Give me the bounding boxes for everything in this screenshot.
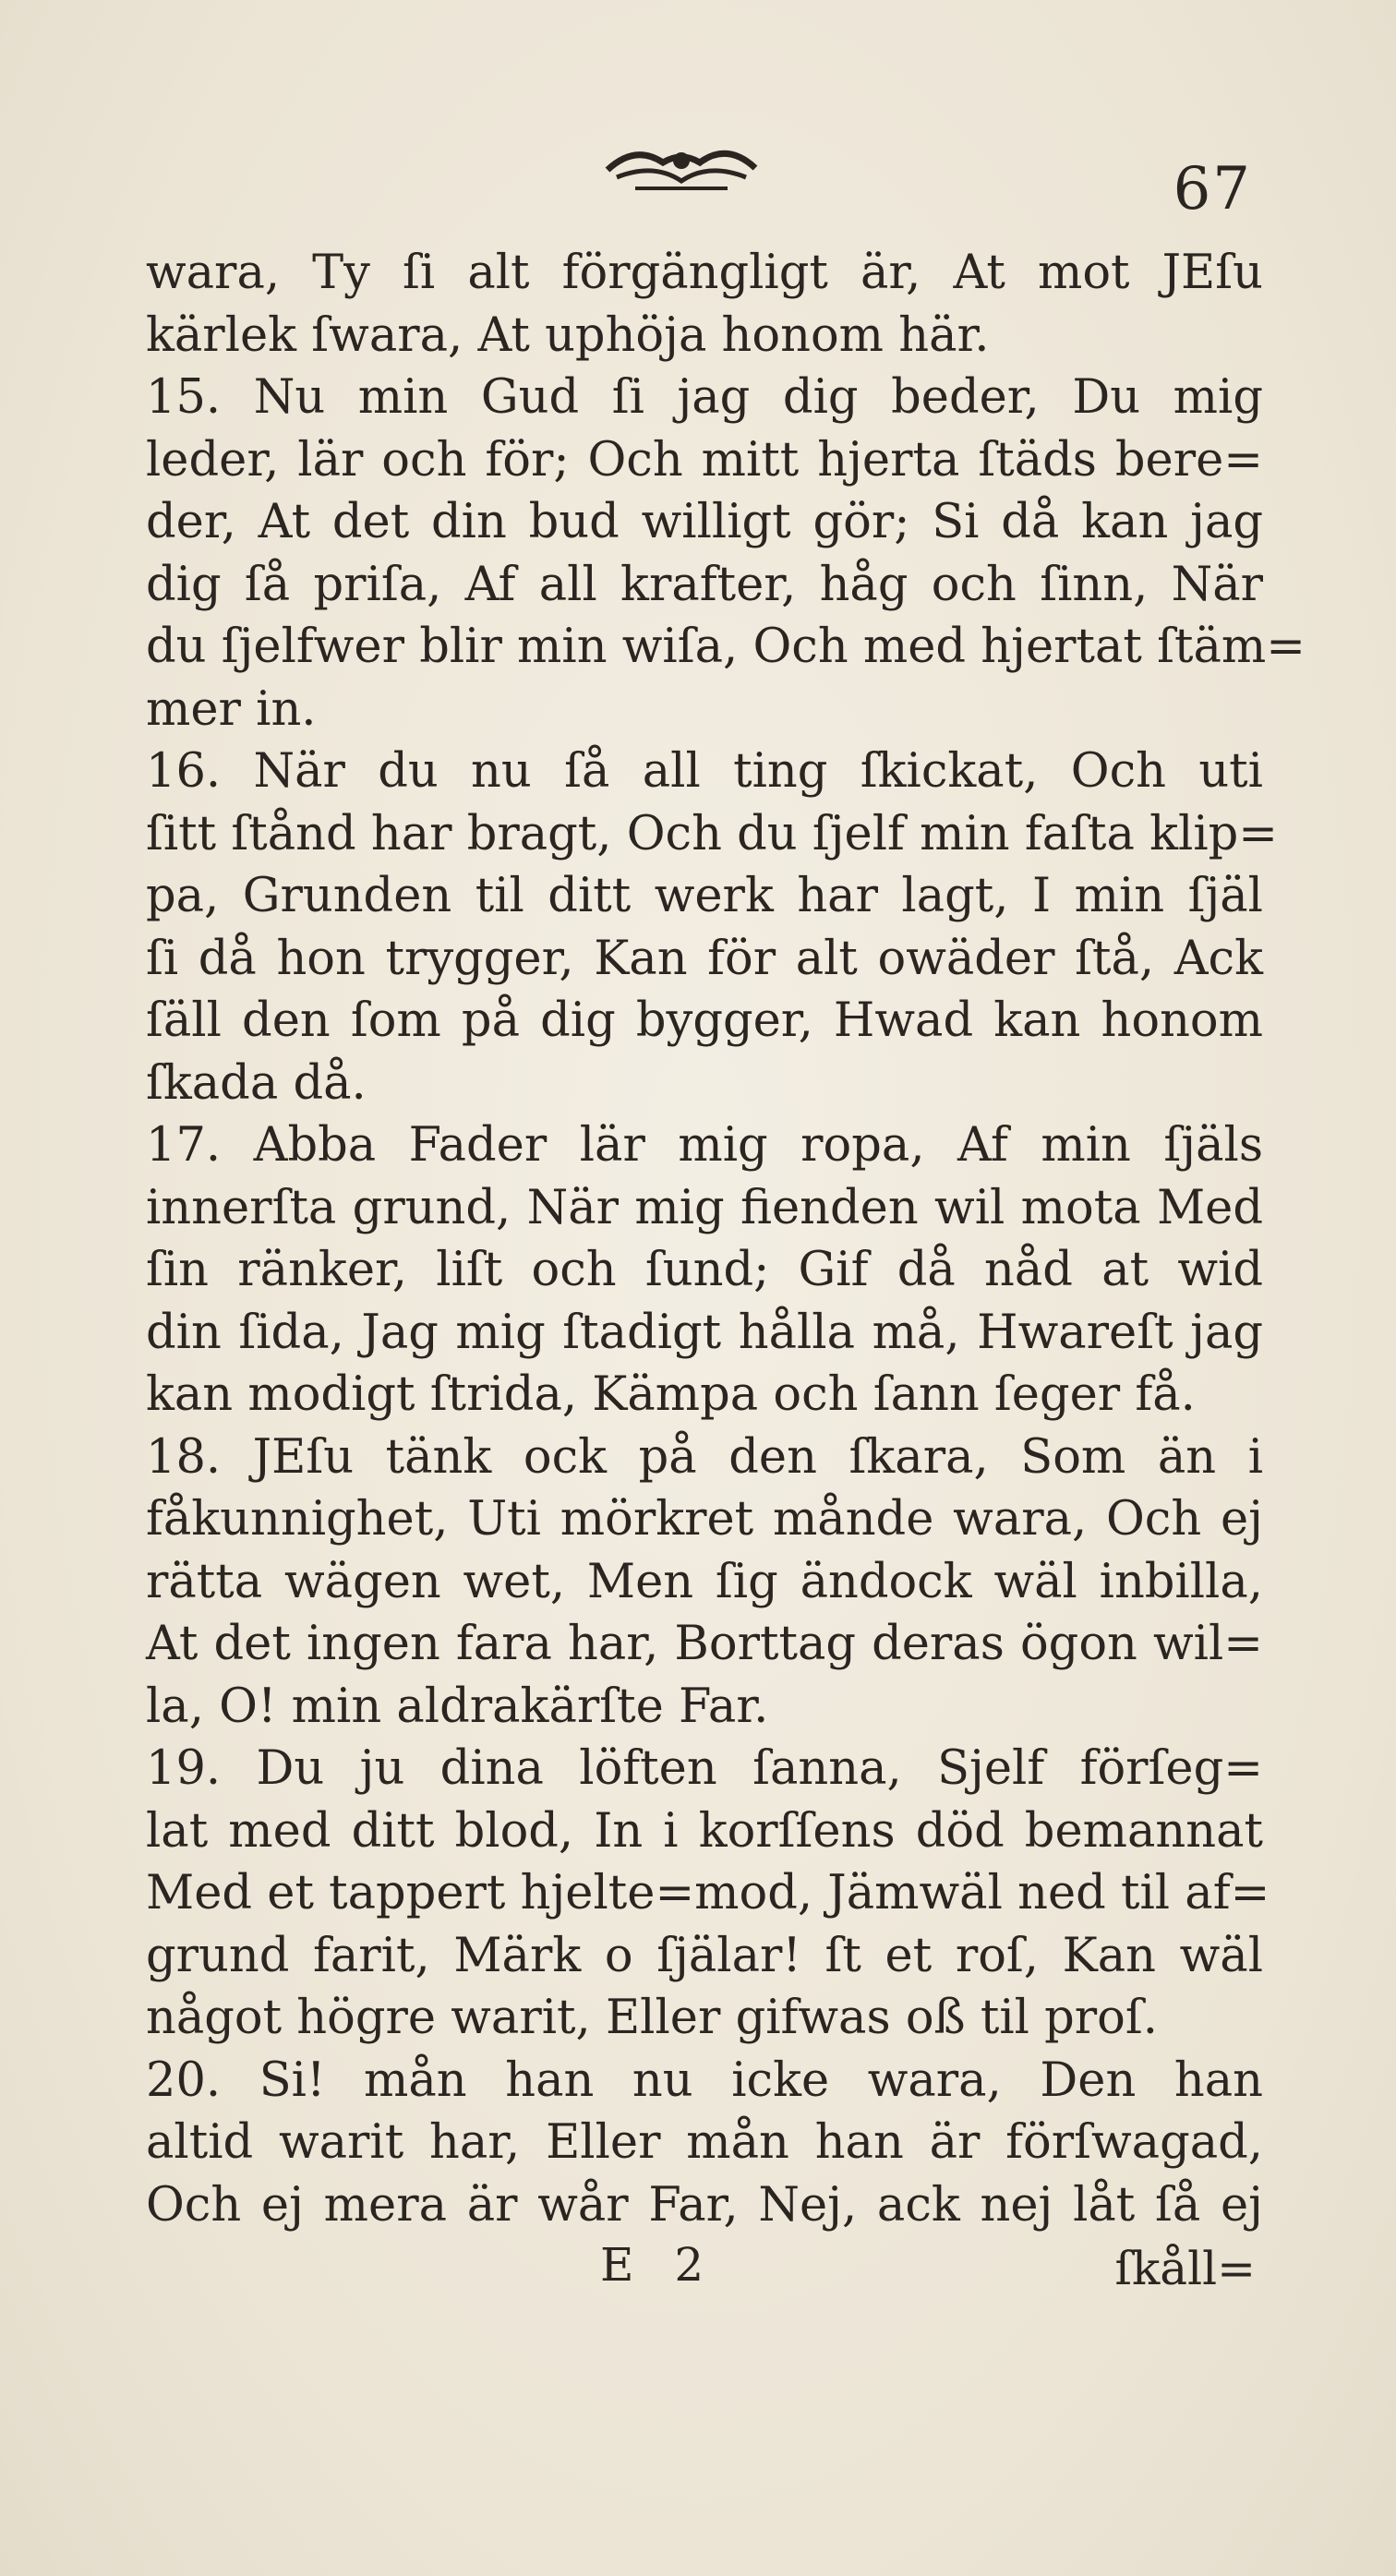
text-line: dig ſå priſa, Af all krafter, håg och ſinn, När xyxy=(146,557,1263,612)
printer-ornament-icon xyxy=(598,135,764,199)
text-line: fåkunnighet, Uti mörkret månde wara, Och ej xyxy=(146,1492,1263,1547)
text-line: wara, Ty ſi alt förgängligt är, At mot JEſu xyxy=(146,246,1263,300)
text-line: At det ingen fara har, Borttag deras ögon wil= xyxy=(146,1617,1263,1671)
text-line: rätta wägen wet, Men ſig ändock wäl inbilla, xyxy=(146,1554,1263,1609)
page-number: 67 xyxy=(1173,155,1252,223)
text-line: leder, lär och för; Och mitt hjerta ſtäds bere= xyxy=(146,432,1263,488)
text-line: ſkada då. xyxy=(146,1055,367,1111)
text-line: ſäll den ſom på dig bygger, Hwad kan honom xyxy=(146,993,1263,1048)
text-line: du ſjelfwer blir min wiſa, Och med hjertat ſtäm= xyxy=(146,620,1306,674)
text-line: innerſta grund, När mig fienden wil mota Med xyxy=(146,1180,1263,1235)
text-line: ſi då hon trygger, Kan för alt owäder ſtå, Ack xyxy=(146,931,1263,986)
text-line: altid warit har, Eller mån han är förſwagad, xyxy=(146,2115,1263,2170)
text-line: 15. Nu min Gud ſi jag dig beder, Du mig xyxy=(146,370,1263,425)
text-line: ſin ränker, liſt och ſund; Gif då nåd at wid xyxy=(146,1243,1263,1297)
signature-mark: E 2 xyxy=(600,2238,717,2292)
text-line: 19. Du ju dina löften ſanna, Sjelf förſeg= xyxy=(146,1741,1263,1796)
text-line: Med et tappert hjelte=mod, Jämwäl ned til af= xyxy=(146,1866,1270,1920)
text-line: Och ej mera är wår Far, Nej, ack nej låt ſå ej xyxy=(146,2177,1263,2233)
text-line: la, O! min aldrakärſte Far. xyxy=(146,1679,769,1734)
text-line: din ſida, Jag mig ſtadigt hålla må, Hwareſt jag xyxy=(146,1305,1263,1360)
text-line: kärlek ſwara, At uphöja honom här. xyxy=(146,307,990,363)
text-line: något högre warit, Eller gifwas oß til proſ. xyxy=(146,1991,1158,2045)
text-line: kan modigt ſtrida, Kämpa och ſann ſeger få. xyxy=(146,1367,1196,1422)
catchword: ſkåll= xyxy=(1114,2242,1256,2295)
text-line: ſitt ſtånd har bragt, Och du ſjelf min faſta klip= xyxy=(146,806,1279,861)
text-line: mer in. xyxy=(146,681,317,737)
hymn-text xyxy=(146,242,1306,2236)
text-line: 18. JEſu tänk ock på den ſkara, Som än i xyxy=(146,1429,1263,1485)
page-footer xyxy=(0,2238,1396,2303)
text-line: grund farit, Märk o ſjälar! ſt et roſ, Kan wäl xyxy=(146,1928,1263,1983)
text-line: 20. Si! mån han nu icke wara, Den han xyxy=(146,2052,1263,2108)
text-line: 16. När du nu ſå all ting ſkickat, Och uti xyxy=(146,744,1263,799)
text-line: der, At det din bud willigt gör; Si då kan jag xyxy=(146,495,1263,549)
text-line: lat med ditt blod, In i korſſens död bemannat xyxy=(146,1803,1263,1859)
text-line: pa, Grunden til ditt werk har lagt, I min ſjäl xyxy=(146,869,1263,923)
text-line: 17. Abba Fader lär mig ropa, Af min ſjäls xyxy=(146,1118,1263,1173)
